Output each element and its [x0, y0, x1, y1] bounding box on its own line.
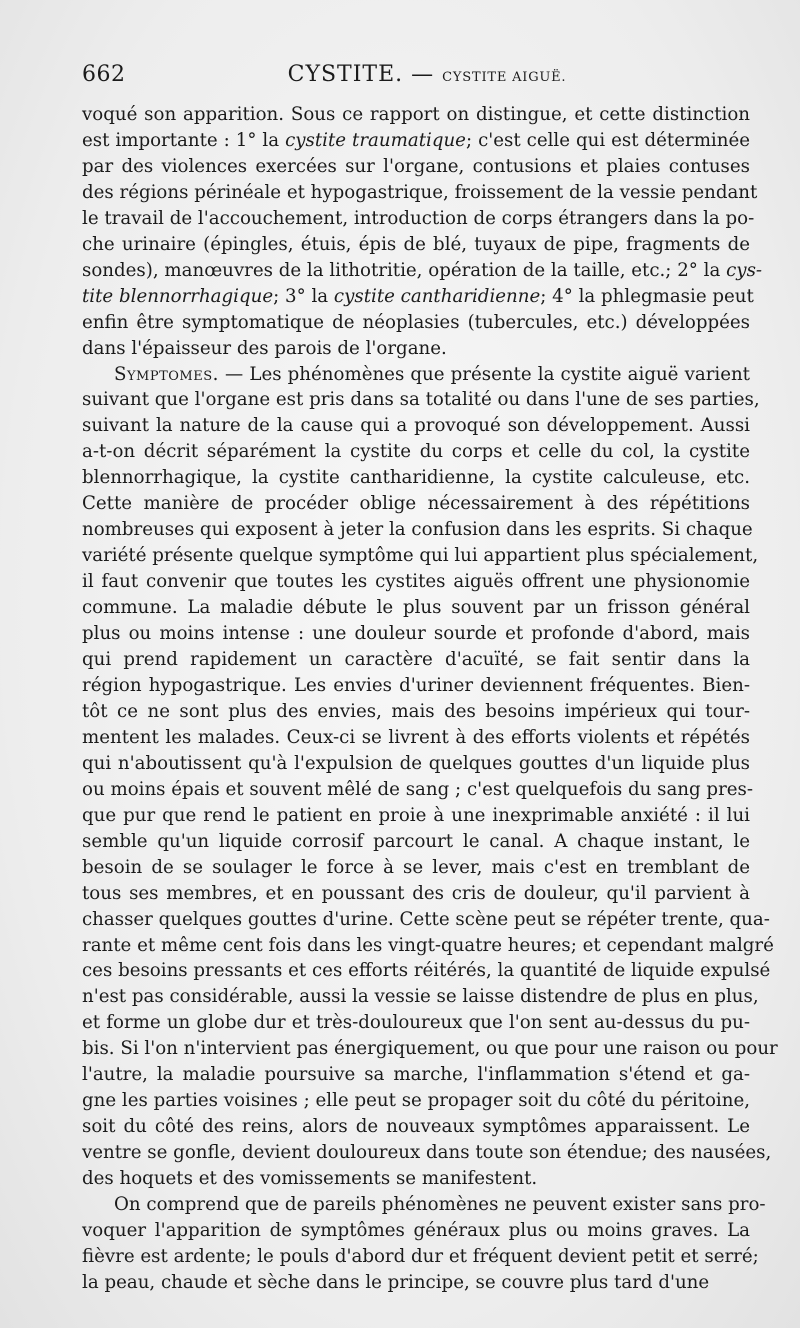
text-line — [82, 1010, 750, 1036]
text-segment: ou moins épais et souvent mêlé de sang ; c'est quelquefois du sang pres- — [82, 778, 754, 800]
text-segment: voqué son apparition. Sous ce rapport on distingue, et cette distinction — [82, 104, 750, 125]
text-segment: l'autre, la maladie poursuive sa marche, l'inflammation s'étend et ga- — [82, 1064, 750, 1086]
text-line — [82, 102, 750, 128]
text-line — [82, 803, 750, 829]
text-segment: suivant la nature de la cause qui a provoqué son développement. Aussi — [82, 415, 750, 437]
text-line — [82, 154, 750, 180]
text-line — [82, 777, 754, 803]
text-line — [82, 387, 760, 413]
text-line — [82, 958, 771, 984]
text-line — [82, 569, 750, 595]
text-segment: Cette manière de procéder oblige nécessairement à des répétitions — [82, 493, 750, 515]
text-segment: mentent les malades. Ceux-ci se livrent à des efforts violents et répétés — [82, 726, 750, 748]
text-line — [82, 1036, 778, 1062]
text-segment: sondes), manœuvres de la lithotritie, opération de la taille, etc.; 2° la — [82, 259, 727, 281]
text-line — [82, 413, 750, 439]
text-segment: On comprend que de pareils phénomènes ne peuvent exister sans pro- — [114, 1194, 766, 1216]
text-line — [82, 855, 750, 881]
text-line — [82, 517, 753, 543]
text-segment: la peau, chaude et sèche dans le principe, se couvre plus tard d'une — [82, 1271, 710, 1293]
text-line — [82, 465, 750, 491]
text-line — [82, 206, 755, 232]
text-line — [82, 1244, 759, 1270]
text-line — [82, 673, 750, 699]
running-head — [82, 62, 772, 87]
text-line — [82, 647, 750, 673]
text-line — [82, 543, 759, 569]
text-line — [82, 725, 750, 751]
text-line — [82, 180, 758, 206]
text-line — [82, 595, 750, 621]
text-segment: gne les parties voisines ; elle peut se propager soit du côté du péritoine, — [82, 1090, 750, 1112]
text-segment: suivant que l'organe est pris dans sa totalité ou dans l'une de ses parties, — [82, 389, 760, 411]
text-segment: tôt ce ne sont plus des envies, mais des besoins impérieux qui tour- — [82, 700, 750, 722]
text-segment: soit du côté des reins, alors de nouveaux symptômes apparaissent. Le — [82, 1116, 750, 1138]
text-segment: semble qu'un liquide corrosif parcourt le canal. A chaque instant, le — [82, 830, 750, 852]
text-segment: voquer l'apparition de symptômes généraux plus ou moins graves. La — [82, 1219, 750, 1241]
text-segment: bis. Si l'on n'intervient pas énergiquement, ou que pour une raison ou pour — [82, 1038, 778, 1060]
text-segment: ; 3° la — [273, 285, 334, 307]
text-line — [82, 751, 750, 777]
body-text — [82, 102, 778, 1296]
text-line — [82, 1192, 766, 1218]
text-segment: che urinaire (épingles, étuis, épis de blé, tuyaux de pipe, fragments de — [82, 233, 750, 255]
text-line — [82, 362, 750, 388]
text-line — [82, 881, 750, 907]
text-segment: besoin de se soulager le force à se lever, mais c'est en tremblant de — [82, 856, 750, 878]
text-line — [82, 1218, 750, 1244]
text-line — [82, 699, 750, 725]
text-line — [82, 336, 750, 362]
text-segment: — Les phénomènes que présente la cystite aiguë varient — [218, 363, 750, 385]
text-line — [82, 439, 750, 465]
paragraph — [82, 362, 778, 1193]
text-segment: chasser quelques gouttes d'urine. Cette scène peut se répéter trente, qua- — [82, 908, 770, 930]
text-segment: que pur que rend le patient en proie à une inexprimable anxiété : il lui — [82, 804, 750, 826]
text-segment: et forme un globe dur et très-douloureux que l'on sent au-dessus du pu- — [82, 1012, 750, 1034]
paragraph — [82, 1192, 766, 1296]
section-lead: Symptomes. — [114, 363, 219, 385]
text-segment: ces besoins pressants et ces efforts réitérés, la quantité de liquide expulsé — [82, 960, 771, 982]
italic-text: cystite cantharidienne — [333, 285, 541, 307]
text-segment: commune. La maladie débute le plus souvent par un frisson général — [82, 597, 750, 619]
text-segment: il faut convenir que toutes les cystites aiguës offrent une physionomie — [82, 571, 750, 593]
text-line — [82, 984, 759, 1010]
text-line — [82, 232, 750, 258]
text-line — [82, 829, 750, 855]
italic-text: cys- — [726, 259, 763, 281]
text-segment: dans l'épaisseur des parois de l'organe. — [82, 337, 447, 359]
paragraph — [82, 102, 763, 362]
text-segment: par des violences exercées sur l'organe, contusions et plaies contuses — [82, 155, 750, 177]
text-segment: des hoquets et des vomissements se manifestent. — [82, 1168, 538, 1190]
text-segment: ventre se gonfle, devient douloureux dans toute son étendue; des nausées, — [82, 1142, 772, 1164]
page-number: 662 — [82, 62, 126, 87]
text-line — [82, 1114, 750, 1140]
running-head-subtitle: CYSTITE AIGUË. — [442, 70, 567, 85]
text-segment: blennorrhagique, la cystite cantharidienne, la cystite calculeuse, etc. — [82, 467, 750, 489]
running-head-title: CYSTITE. — [287, 62, 404, 87]
text-line — [82, 128, 750, 154]
text-line — [82, 621, 750, 647]
text-segment: rante et même cent fois dans les vingt-quatre heures; et cependant malgré — [82, 934, 774, 956]
text-segment: ; c'est celle qui est déterminée — [465, 129, 750, 151]
text-segment: enfin être symptomatique de néoplasies (tubercules, etc.) développées — [82, 311, 750, 333]
text-segment: est importante : 1° la — [82, 129, 286, 151]
text-segment: tous ses membres, et en poussant des cris de douleur, qu'il parvient à — [82, 882, 750, 904]
page-header — [82, 62, 772, 94]
text-segment: plus ou moins intense : une douleur sourde et profonde d'abord, mais — [82, 623, 750, 645]
text-segment: n'est pas considérable, aussi la vessie se laisse distendre de plus en plus, — [82, 986, 759, 1008]
text-line — [82, 284, 754, 310]
text-line — [82, 1270, 750, 1296]
text-segment: nombreuses qui exposent à jeter la confusion dans les esprits. Si chaque — [82, 519, 753, 541]
text-segment: région hypogastrique. Les envies d'uriner deviennent fréquentes. Bien- — [82, 674, 750, 696]
text-line — [82, 491, 750, 517]
text-line — [82, 1140, 772, 1166]
text-segment: le travail de l'accouchement, introduction de corps étrangers dans la po- — [82, 207, 755, 229]
text-line — [82, 907, 770, 933]
text-segment: variété présente quelque symptôme qui lui appartient plus spécialement, — [82, 545, 759, 567]
text-line — [82, 310, 750, 336]
text-line — [82, 1088, 750, 1114]
text-segment: ; 4° la phlegmasie peut — [540, 285, 754, 307]
text-line — [82, 1062, 750, 1088]
text-segment: a-t-on décrit séparément la cystite du corps et celle du col, la cystite — [82, 441, 750, 463]
text-segment: qui prend rapidement un caractère d'acuïté, se fait sentir dans la — [82, 649, 750, 671]
text-line — [82, 933, 774, 959]
text-segment: des régions périnéale et hypogastrique, froissement de la vessie pendant — [82, 181, 758, 203]
text-segment: qui n'aboutissent qu'à l'expulsion de quelques gouttes d'un liquide plus — [82, 752, 750, 774]
running-head-dash: — — [411, 62, 435, 87]
italic-text: cystite traumatique — [285, 129, 466, 151]
text-line — [82, 258, 763, 284]
italic-text: tite blennorrhagique — [82, 285, 274, 307]
text-line — [82, 1166, 750, 1192]
text-segment: fièvre est ardente; le pouls d'abord dur et fréquent devient petit et serré; — [82, 1245, 759, 1267]
